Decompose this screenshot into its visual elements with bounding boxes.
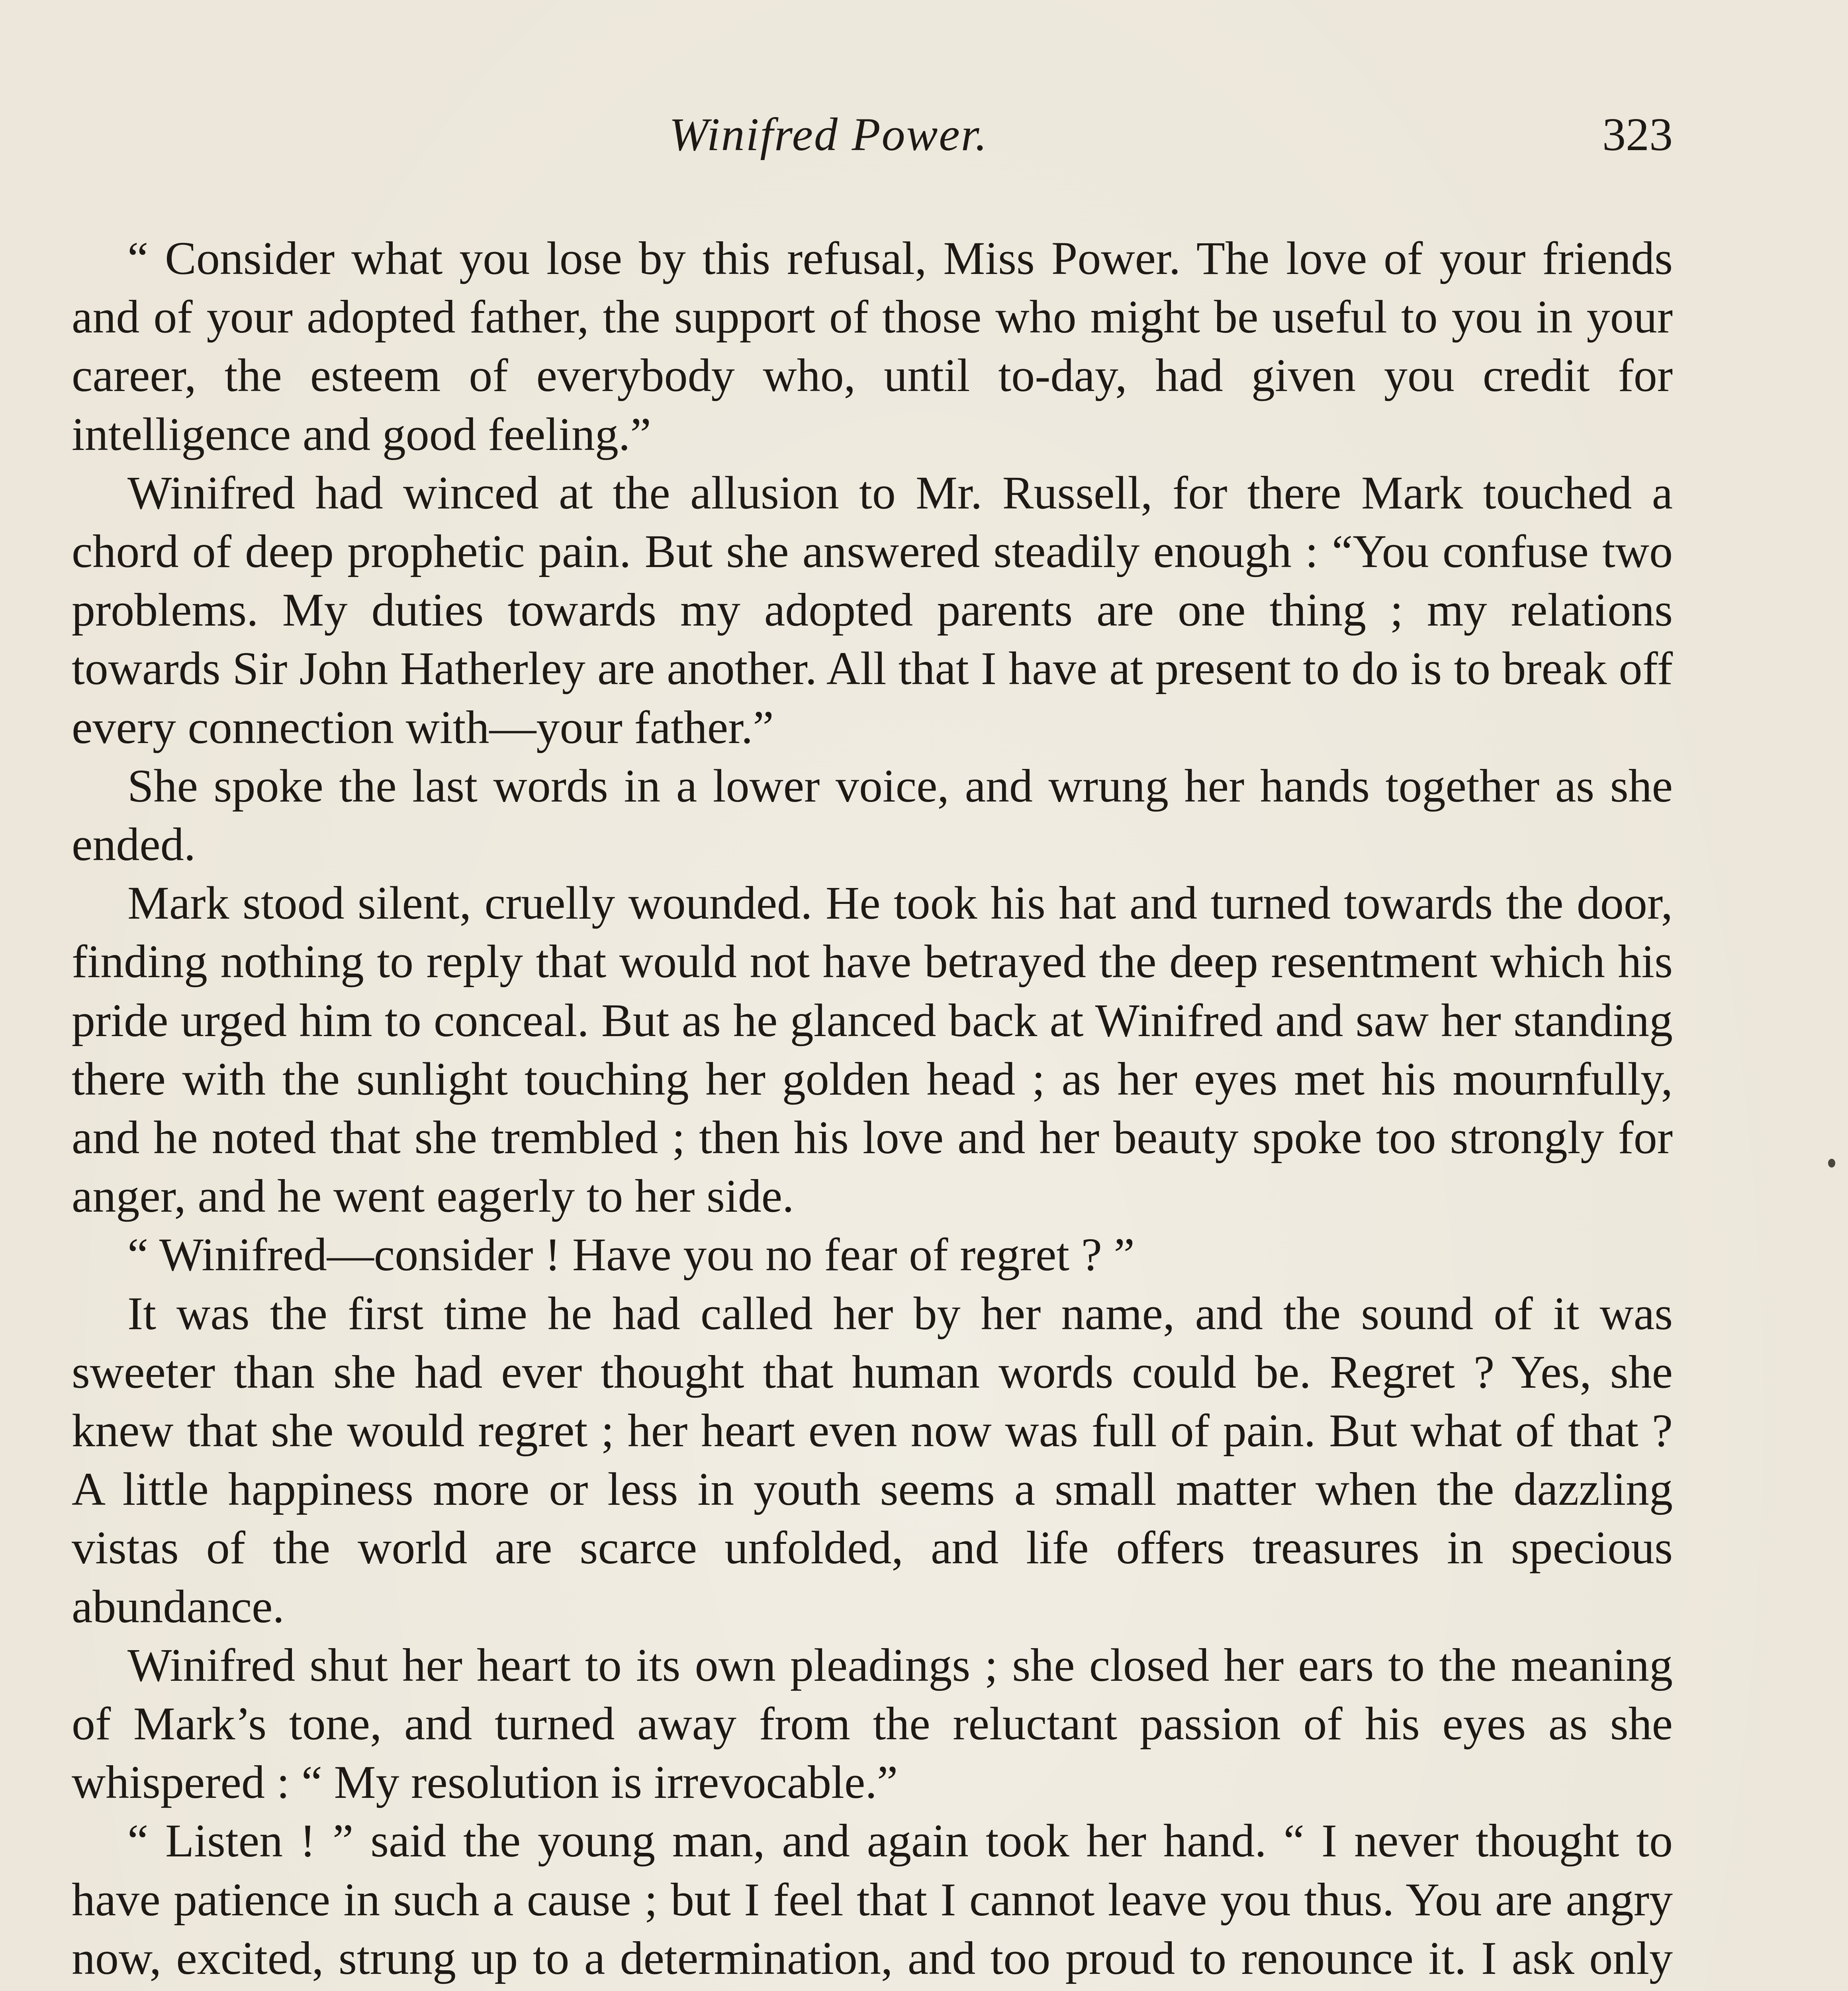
ink-speck [1828, 1159, 1835, 1168]
body-text [72, 229, 1673, 1991]
running-title: Winifred Power. [669, 108, 989, 160]
paragraph: “ Listen ! ” said the young man, and again took her hand. “ I never thought to have patience in such a cause ; but I feel that I cannot leave you thus. You are angry now, excited, strung up to a determination, and too proud to renounce it. I ask only [72, 1815, 1673, 1984]
paragraph: “ Winifred—consider ! Have you no fear of regret ? ” [127, 1228, 1135, 1281]
page-number: 323 [1602, 108, 1673, 160]
paragraph: It was the first time he had called her by her name, and the sound of it was sweeter than she had ever thought that human words could be. Regret ? Yes, she knew that she would regret ; her heart even now was full of pain. But what of that ? A little happiness more or less in youth seems a small matter when the dazzling vistas of the world are scarce unfolded, and life offers treasures in specious abundance. [72, 1287, 1673, 1633]
paragraph: Winifred shut her heart to its own pleadings ; she closed her ears to the meaning of Mark’s tone, and turned away from the reluctant passion of his eyes as she whispered : “ My resolution is irrevocable.” [72, 1639, 1673, 1809]
paragraph: Winifred had winced at the allusion to Mr. Russell, for there Mark touched a chord of deep prophetic pain. But she answered steadily enough : “You confuse two problems. My duties towards my adopted parents are one thing ; my relations towards Sir John Hatherley are another. All that I have at present to do is to break off every connection with—your father.” [72, 466, 1673, 753]
paragraph: “ Consider what you lose by this refusal, Miss Power. The love of your friends and of your adopted father, the support of those who might be useful to you in your career, the esteem of everybody who, until to-day, had given you credit for intelligence and good feeling.” [72, 232, 1673, 460]
running-head [72, 108, 1673, 179]
paragraph: Mark stood silent, cruelly wounded. He took his hat and turned towards the door, finding nothing to reply that would not have betrayed the deep resentment which his pride urged him to conceal. But as he glanced back at Winifred and saw her standing there with the sunlight touching her golden head ; as her eyes met his mournfully, and he noted that she trembled ; then his love and her beauty spoke too strongly for anger, and he went eagerly to her side. [72, 877, 1673, 1222]
paragraph: She spoke the last words in a lower voice, and wrung her hands together as she ended. [72, 759, 1673, 871]
